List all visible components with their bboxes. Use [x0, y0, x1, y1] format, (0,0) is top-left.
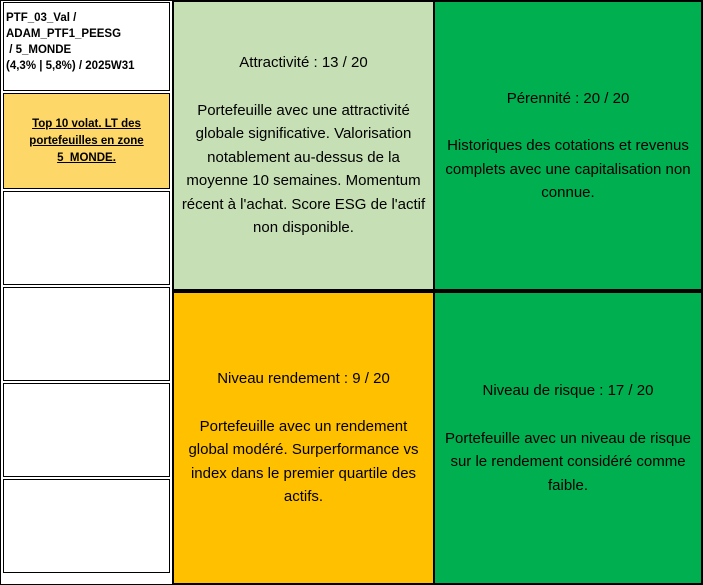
risque-text: Portefeuille avec un niveau de risque sur le rendement considéré comme faible. [445, 429, 691, 494]
portfolio-title-line: PTF_03_Val / [6, 12, 77, 24]
portfolio-title-line: ADAM_PTF1_PEESG [6, 28, 122, 40]
attractivite-card [173, 1, 434, 290]
empty-cell [3, 287, 170, 381]
left-column [1, 1, 172, 584]
top10-link[interactable] [3, 93, 170, 189]
empty-cell [3, 479, 170, 573]
perennite-heading: Pérennité : 20 / 20 [506, 89, 630, 107]
risque-heading: Niveau de risque : 17 / 20 [482, 382, 654, 399]
attractivite-heading: Attractivité : 13 / 20 [239, 54, 368, 72]
middle-column [172, 1, 434, 584]
attractivite-text: Portefeuille avec une attractivité globale significative. Valorisation notablement au-dessus de la moyenne 10 semaines. Momentum récent à l'achat. Score ESG de l'actif non disponible. [181, 101, 426, 237]
perennite-card [434, 1, 702, 290]
empty-cell [3, 191, 170, 285]
rendement-text: Portefeuille avec un rendement global modéré. Surperformance vs index dans le premier quartile des actifs. [188, 417, 419, 506]
empty-cell [3, 383, 170, 477]
perennite-text: Historiques des cotations et revenus complets avec une capitalisation non connue. [445, 137, 691, 201]
top10-label[interactable]: Top 10 volat. LT des portefeuilles en zone 5_MONDE. [29, 117, 144, 164]
portfolio-title-line: / 5_MONDE [6, 44, 72, 56]
rendement-heading: Niveau rendement : 9 / 20 [217, 370, 390, 388]
rendement-card [173, 292, 434, 584]
right-column [434, 1, 702, 584]
portfolio-title [3, 2, 170, 91]
portfolio-title-line: (4,3% | 5,8%) / 2025W31 [6, 60, 135, 72]
risque-card [434, 292, 702, 584]
